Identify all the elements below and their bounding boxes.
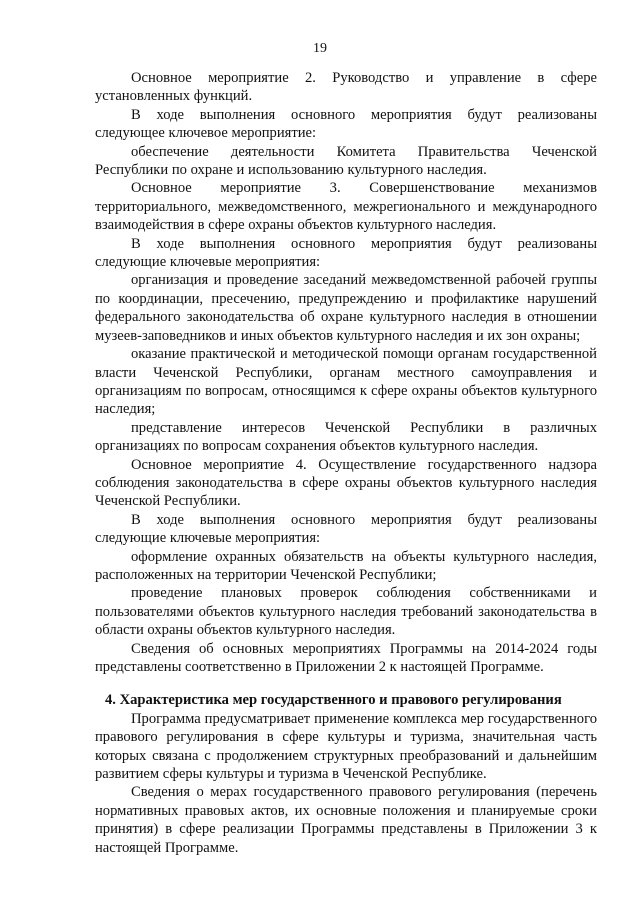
paragraph: Программа предусматривает применение комплекса мер государственного правового регулирования в сфере культуры и туризма, значительная часть которых связана с продолжением структурных преобразований и дальнейшим развитием сферы культуры и туризма в Чеченской Республике.: [95, 710, 597, 783]
paragraph: представление интересов Чеченской Республики в различных организациях по вопросам сохранения объектов культурного наследия.: [95, 419, 597, 455]
paragraph: оформление охранных обязательств на объекты культурного наследия, расположенных на территории Чеченской Республики;: [95, 548, 597, 583]
paragraph: Основное мероприятие 4. Осуществление государственного надзора соблюдения законодательства в сфере охраны объектов культурного наследия Чеченской Республики.: [95, 456, 597, 510]
section-heading: 4. Характеристика мер государственного и правового регулирования: [105, 692, 562, 709]
paragraph: Сведения о мерах государственного правового регулирования (перечень нормативных правовых актов, их основные положения и планируемые сроки принятия) в сфере реализации Программы представлены в Приложении 3 к настоящей Программе.: [95, 784, 597, 856]
page-body: [95, 69, 597, 857]
paragraph: Основное мероприятие 3. Совершенствование механизмов территориального, межведомственного, межрегионального и международного взаимодействия в сфере охраны объектов культурного наследия.: [95, 180, 597, 234]
paragraph: В ходе выполнения основного мероприятия будут реализованы следующие ключевые мероприятия:: [95, 511, 597, 547]
paragraph: обеспечение деятельности Комитета Правительства Чеченской Республики по охране и использованию культурного наследия.: [95, 143, 597, 179]
paragraph: Сведения об основных мероприятиях Программы на 2014-2024 годы представлены соответственно в Приложении 2 к настоящей Программе.: [95, 640, 597, 675]
paragraph: В ходе выполнения основного мероприятия будут реализованы следующее ключевое мероприятие:: [95, 106, 597, 142]
page-number: 19: [313, 41, 327, 56]
paragraph: оказание практической и методической помощи органам государственной власти Чеченской Республики, органам местного самоуправления и организациям по вопросам, относящимся к сфере охраны объектов культурного наследия;: [95, 346, 597, 418]
paragraph: организация и проведение заседаний межведомственной рабочей группы по координации, пресечению, предупреждению и профилактике нарушений федерального законодательства об охране культурного наследия в отношении музеев-заповедников и иных объектов культурного наследия и их зон охраны;: [95, 272, 597, 344]
paragraph: В ходе выполнения основного мероприятия будут реализованы следующие ключевые мероприятия:: [95, 235, 597, 271]
paragraph: проведение плановых проверок соблюдения собственниками и пользователями объектов культурного наследия требований законодательства в области охраны объектов культурного наследия.: [95, 585, 597, 639]
paragraph: Основное мероприятие 2. Руководство и управление в сфере установленных функций.: [95, 70, 597, 105]
